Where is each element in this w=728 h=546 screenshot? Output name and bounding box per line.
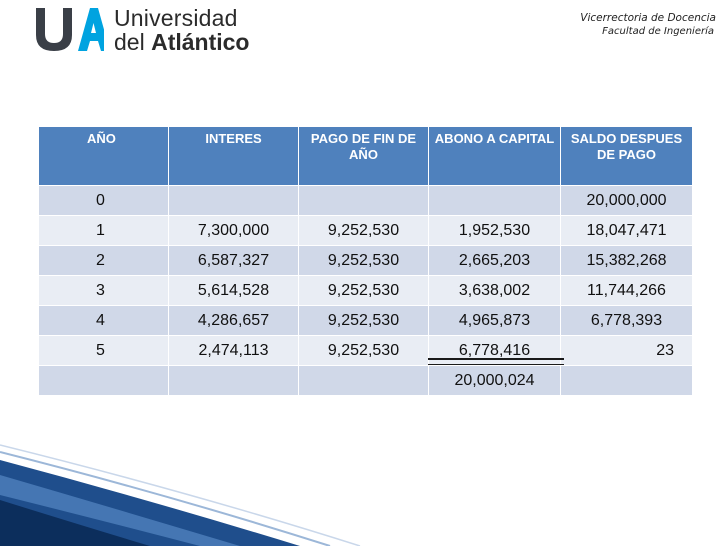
table-cell: 3,638,002 [429,276,561,306]
table-cell: 9,252,530 [299,306,429,336]
faculty-header [580,11,716,39]
table-cell: 11,744,266 [561,276,693,306]
column-header: AÑO [39,127,169,186]
table-row [39,306,693,336]
table-cell: 23 [561,336,693,366]
table-cell: 2 [39,246,169,276]
table-cell [169,186,299,216]
table-row [39,246,693,276]
table-cell [169,366,299,396]
table-cell: 4 [39,306,169,336]
ua-logo-mark-icon [34,6,104,52]
table-cell: 7,300,000 [169,216,299,246]
table-cell: 4,286,657 [169,306,299,336]
table-cell: 1,952,530 [429,216,561,246]
table-cell: 20,000,024 [429,366,561,396]
table-cell: 2,665,203 [429,246,561,276]
table-cell: 9,252,530 [299,216,429,246]
table-header-row [39,127,693,186]
column-header: SALDO DESPUES DE PAGO [561,127,693,186]
table-cell [299,186,429,216]
table-cell: 9,252,530 [299,246,429,276]
table-row [39,276,693,306]
column-header: ABONO A CAPITAL [429,127,561,186]
table-cell: 5 [39,336,169,366]
table-row [39,336,693,366]
table-cell: 4,965,873 [429,306,561,336]
table-cell: 0 [39,186,169,216]
table-cell: 6,587,327 [169,246,299,276]
table-cell: 20,000,000 [561,186,693,216]
logo-wordmark [114,6,249,54]
logo-line1: Universidad [114,5,238,31]
header-line2: Facultad de Ingeniería [602,26,714,37]
table-cell: 3 [39,276,169,306]
amortization-table [38,126,693,396]
table-cell: 6,778,416 [429,336,561,366]
table-cell: 15,382,268 [561,246,693,276]
table-cell: 18,047,471 [561,216,693,246]
table-row [39,216,693,246]
logo-line2: del Atlántico [114,29,250,55]
column-header: PAGO DE FIN DE AÑO [299,127,429,186]
table-cell [39,366,169,396]
table-cell: 2,474,113 [169,336,299,366]
decorative-swoosh-icon [0,440,728,546]
table-cell [561,366,693,396]
table-cell: 9,252,530 [299,336,429,366]
header-line1: Vicerrectoria de Docencia [580,12,716,24]
sum-underline [428,358,564,365]
table-cell: 5,614,528 [169,276,299,306]
table-cell [429,186,561,216]
table-cell: 1 [39,216,169,246]
table-cell: 9,252,530 [299,276,429,306]
column-header: INTERES [169,127,299,186]
table-cell: 6,778,393 [561,306,693,336]
table-total-row [39,366,693,396]
table-cell [299,366,429,396]
table-row [39,186,693,216]
